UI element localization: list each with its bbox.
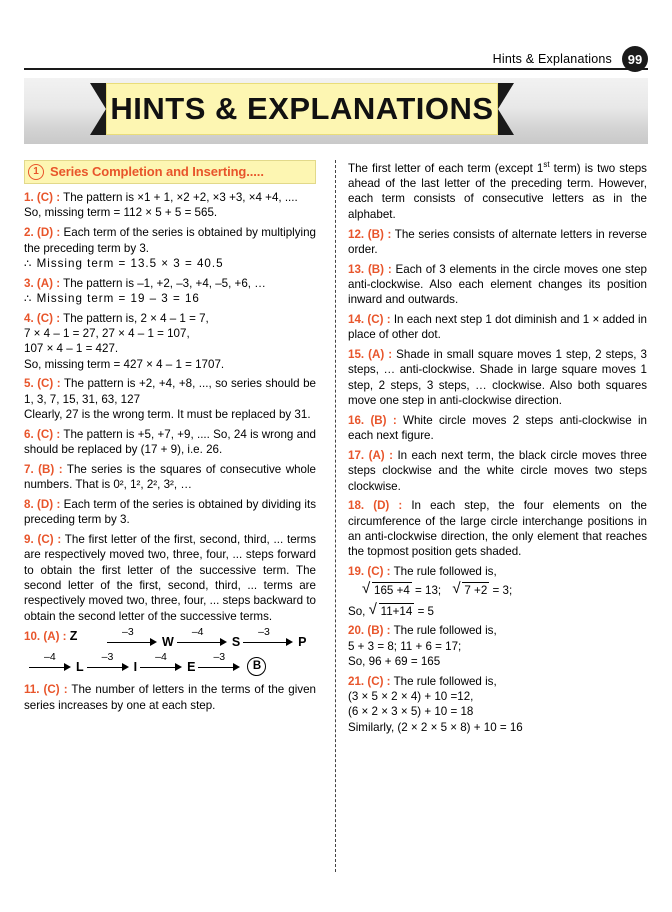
math-prefix: So, (348, 604, 369, 618)
banner (24, 78, 648, 144)
item-text: So, missing term = 112 × 5 + 5 = 565. (24, 206, 218, 220)
arrow-icon (29, 650, 73, 674)
item-text: The series is the squares of consecutive whole numbers. That is 0², 1², 2², 3², … (24, 462, 316, 492)
explanation-item (348, 564, 647, 619)
explanation-item (24, 225, 316, 271)
sqrt-icon: √ 165 +4 (362, 580, 410, 598)
item-answer: (C) : (36, 311, 61, 325)
item-answer: (C) : (36, 191, 61, 205)
diagram-node-label: L (76, 659, 84, 674)
item-text: So, 96 + 69 = 165 (348, 654, 441, 668)
explanation-item (24, 190, 316, 221)
diagram-node-label: P (298, 634, 307, 649)
item-number: 21. (348, 674, 365, 688)
item-answer: (B) : (38, 462, 63, 476)
item-number: 12. (348, 227, 365, 241)
item-answer: (D) : (36, 226, 61, 240)
item-text: So, missing term = 427 × 4 – 1 = 1707. (24, 357, 225, 371)
explanation-item (348, 312, 647, 343)
item-number: 9. (24, 533, 34, 547)
arrow-label: –3 (213, 650, 226, 663)
item-answer: (D) : (37, 498, 61, 511)
item-answer: (C) : (43, 683, 68, 697)
explanation-intro (348, 160, 647, 222)
explanation-item (24, 532, 316, 624)
item-text: The first letter of the first, second, third, ... terms are respectively moved two, three, four, ... steps forward to obtain the first letter of the successive term. The second letter of the first, second, third, ... terms are respectively moved two, three, four, ... steps backward to obtain the second letter of the successive terms. (24, 533, 316, 623)
intro-text-part2: term) is two steps ahead of the last letter of the preceding term. However, each term consists of consecutive letters as in the alphabet. (348, 161, 647, 221)
arrow-label: –4 (44, 650, 56, 663)
diagram-node-label: E (187, 659, 196, 674)
header-divider (24, 68, 648, 70)
item-answer: (A) : (368, 348, 393, 362)
item-text: (3 × 5 × 2 × 4) + 10 =12, (348, 690, 474, 704)
item-text: ∴ Missing term = 13.5 × 3 = 40.5 (24, 256, 224, 270)
math-text: = 13; (415, 584, 442, 598)
item-answer: (C) : (367, 674, 391, 688)
header-title: Hints & Explanations (492, 52, 612, 66)
explanation-item (348, 227, 647, 258)
item-number: 8. (24, 498, 34, 511)
item-text: Each term of the series is obtained by dividing its preceding term by 3. (24, 498, 316, 527)
item-text: Each of 3 elements in the circle moves one step anti-clockwise. Also each element changes its position inward and outwards. (348, 262, 647, 307)
item-text: The number of letters in the terms of the given series increases by one at each step. (24, 683, 316, 712)
item-answer: (D) : (373, 499, 403, 513)
arrow-icon (198, 650, 242, 674)
explanation-item (24, 276, 316, 307)
item-text: The pattern is +5, +7, +9, .... So, 24 is wrong and should be replaced by (17 + 9), i.e. 26. (24, 427, 316, 457)
arrow-label: –4 (191, 625, 204, 638)
item-text: 107 × 4 – 1 = 427. (24, 342, 119, 356)
item-number: 2. (24, 226, 34, 240)
item-answer: (B) : (367, 227, 392, 241)
item-answer: (C) : (367, 313, 391, 327)
explanation-item (348, 413, 647, 444)
item-number: 5. (24, 377, 34, 391)
explanation-item (24, 376, 316, 422)
explanation-item (24, 462, 316, 493)
item-number: 7. (24, 462, 34, 476)
item-text: Clearly, 27 is the wrong term. It must be replaced by 31. (24, 408, 311, 422)
arrow-icon (140, 650, 184, 674)
item-answer: (B) : (367, 262, 392, 276)
item-text: White circle moves 2 steps anti-clockwise in each next figure. (348, 413, 647, 443)
explanation-item (348, 498, 647, 559)
item-text: The pattern is +2, +4, +8, ..., so series should be 1, 3, 7, 15, 31, 63, 127 (24, 377, 316, 406)
arrow-icon (243, 625, 295, 649)
banner-right-flag-icon (498, 83, 514, 135)
item-answer: (A) : (36, 276, 61, 290)
item-answer: (C) : (36, 427, 61, 441)
item-text: (6 × 2 × 3 × 5) + 10 = 18 (348, 705, 474, 719)
explanation-item (24, 682, 316, 713)
item-answer: (C) : (37, 377, 61, 391)
explanation-item (24, 427, 316, 458)
item-text: The rule followed is, (393, 674, 497, 688)
arrow-label: –4 (155, 650, 167, 663)
diagram-node-label: I (133, 659, 138, 674)
item-text: The rule followed is, (393, 564, 497, 578)
item-text: Similarly, (2 × 2 × 5 × 8) + 10 = 16 (348, 720, 523, 734)
item-answer: (C) : (367, 564, 391, 578)
arrow-label: –3 (258, 625, 270, 638)
left-column (24, 160, 328, 872)
item-text: Each term of the series is obtained by multiplying the preceding term by 3. (24, 226, 316, 255)
item-text: 7 × 4 – 1 = 27, 27 × 4 – 1 = 107, (24, 327, 190, 341)
item-answer: (B) : (370, 413, 397, 427)
item-number: 14. (348, 313, 365, 327)
explanation-item (348, 623, 647, 669)
item-number: 20. (348, 624, 365, 638)
explanation-item (348, 262, 647, 308)
diagram-node-label: W (162, 634, 174, 649)
item-number: 3. (24, 276, 34, 290)
banner-left-flag-icon (90, 83, 106, 135)
item-text: In each next step 1 dot diminish and 1 × added in place of other dot. (348, 313, 647, 342)
arrow-icon (177, 625, 229, 649)
math-text: = 5 (417, 604, 435, 618)
sqrt-icon: √ 11+14 (368, 600, 413, 618)
item-text: The pattern is –1, +2, –3, +4, –5, +6, … (63, 276, 266, 290)
radicand: 165 +4 (374, 584, 410, 598)
item-answer: (A) : (43, 630, 67, 644)
right-column (343, 160, 647, 872)
content-columns (24, 160, 648, 872)
diagram-row (104, 625, 316, 653)
item-text: The pattern is, 2 × 4 – 1 = 7, (63, 311, 209, 325)
banner-box (106, 83, 498, 135)
item-number: 16. (348, 413, 365, 427)
arrow-label: –3 (122, 625, 134, 638)
item-number: 11. (24, 683, 40, 697)
sqrt-icon: √ 7 +2 (452, 580, 488, 598)
item-number: 18. (348, 499, 365, 513)
item-answer: (B) : (367, 624, 391, 638)
item-number: 10. (24, 630, 41, 644)
item-number: 6. (24, 427, 34, 441)
math-line (362, 582, 647, 598)
column-divider (335, 160, 336, 872)
item-answer: (C) : (37, 533, 62, 547)
section-title-text: Series Completion and Inserting..... (50, 164, 264, 179)
diagram-node-label: Z (69, 629, 78, 644)
item-text: In each step, the four elements on the circumference of the large circle interchange positions in an anti-clockwise direction, the only element that reaches the topmost position gets shaded. (348, 499, 647, 559)
item-text: In each next term, the black circle moves three steps clockwise and the white circle moves two steps clockwise. (348, 448, 647, 493)
banner-title: HINTS & EXPLANATIONS (110, 91, 494, 126)
item-text: The rule followed is, (393, 624, 497, 638)
diagram-row (26, 650, 316, 678)
math-text: = 3; (492, 584, 513, 598)
intro-text-part1: The first letter of each term (except 1 (348, 161, 544, 175)
page-number-badge: 99 (622, 46, 648, 72)
item-text: The series consists of alternate letters in reverse order. (348, 227, 647, 256)
explanation-item (24, 311, 316, 372)
math-line (348, 600, 647, 619)
item-number: 4. (24, 311, 34, 325)
item-number: 13. (348, 262, 365, 276)
radicand: 11+14 (380, 604, 413, 618)
item-text: ∴ Missing term = 19 – 3 = 16 (24, 291, 200, 305)
arrow-icon (87, 650, 131, 674)
explanation-item (348, 448, 647, 494)
diagram-node-circled: B (247, 657, 266, 676)
section-number-badge: 1 (28, 164, 44, 180)
explanation-item (348, 674, 647, 735)
item-text: 5 + 3 = 8; 11 + 6 = 17; (348, 639, 462, 653)
arrow-icon (107, 625, 159, 649)
ordinal-suffix: st (543, 160, 550, 169)
radicand: 7 +2 (464, 584, 488, 598)
section-heading (24, 160, 316, 184)
item-number: 17. (348, 448, 365, 462)
item-text: Shade in small square moves 1 step, 2 steps, 3 steps, … anti-clockwise. Shade in large square moves 1 step, 2 steps, 3 steps, … clockwise. Also both squares move one step in anti-clockwise direction. (348, 348, 647, 408)
explanation-item (348, 347, 647, 408)
arrow-label: –3 (101, 650, 114, 663)
item-text: The pattern is ×1 + 1, ×2 +2, ×3 +3, ×4 +4, .... (63, 191, 298, 205)
item-number: 1. (24, 191, 34, 205)
diagram-node-label: S (231, 634, 241, 649)
item-number: 19. (348, 564, 365, 578)
explanation-item (24, 625, 316, 678)
explanation-item (24, 497, 316, 528)
item-answer: (A) : (368, 448, 393, 462)
item-number: 15. (348, 348, 365, 362)
